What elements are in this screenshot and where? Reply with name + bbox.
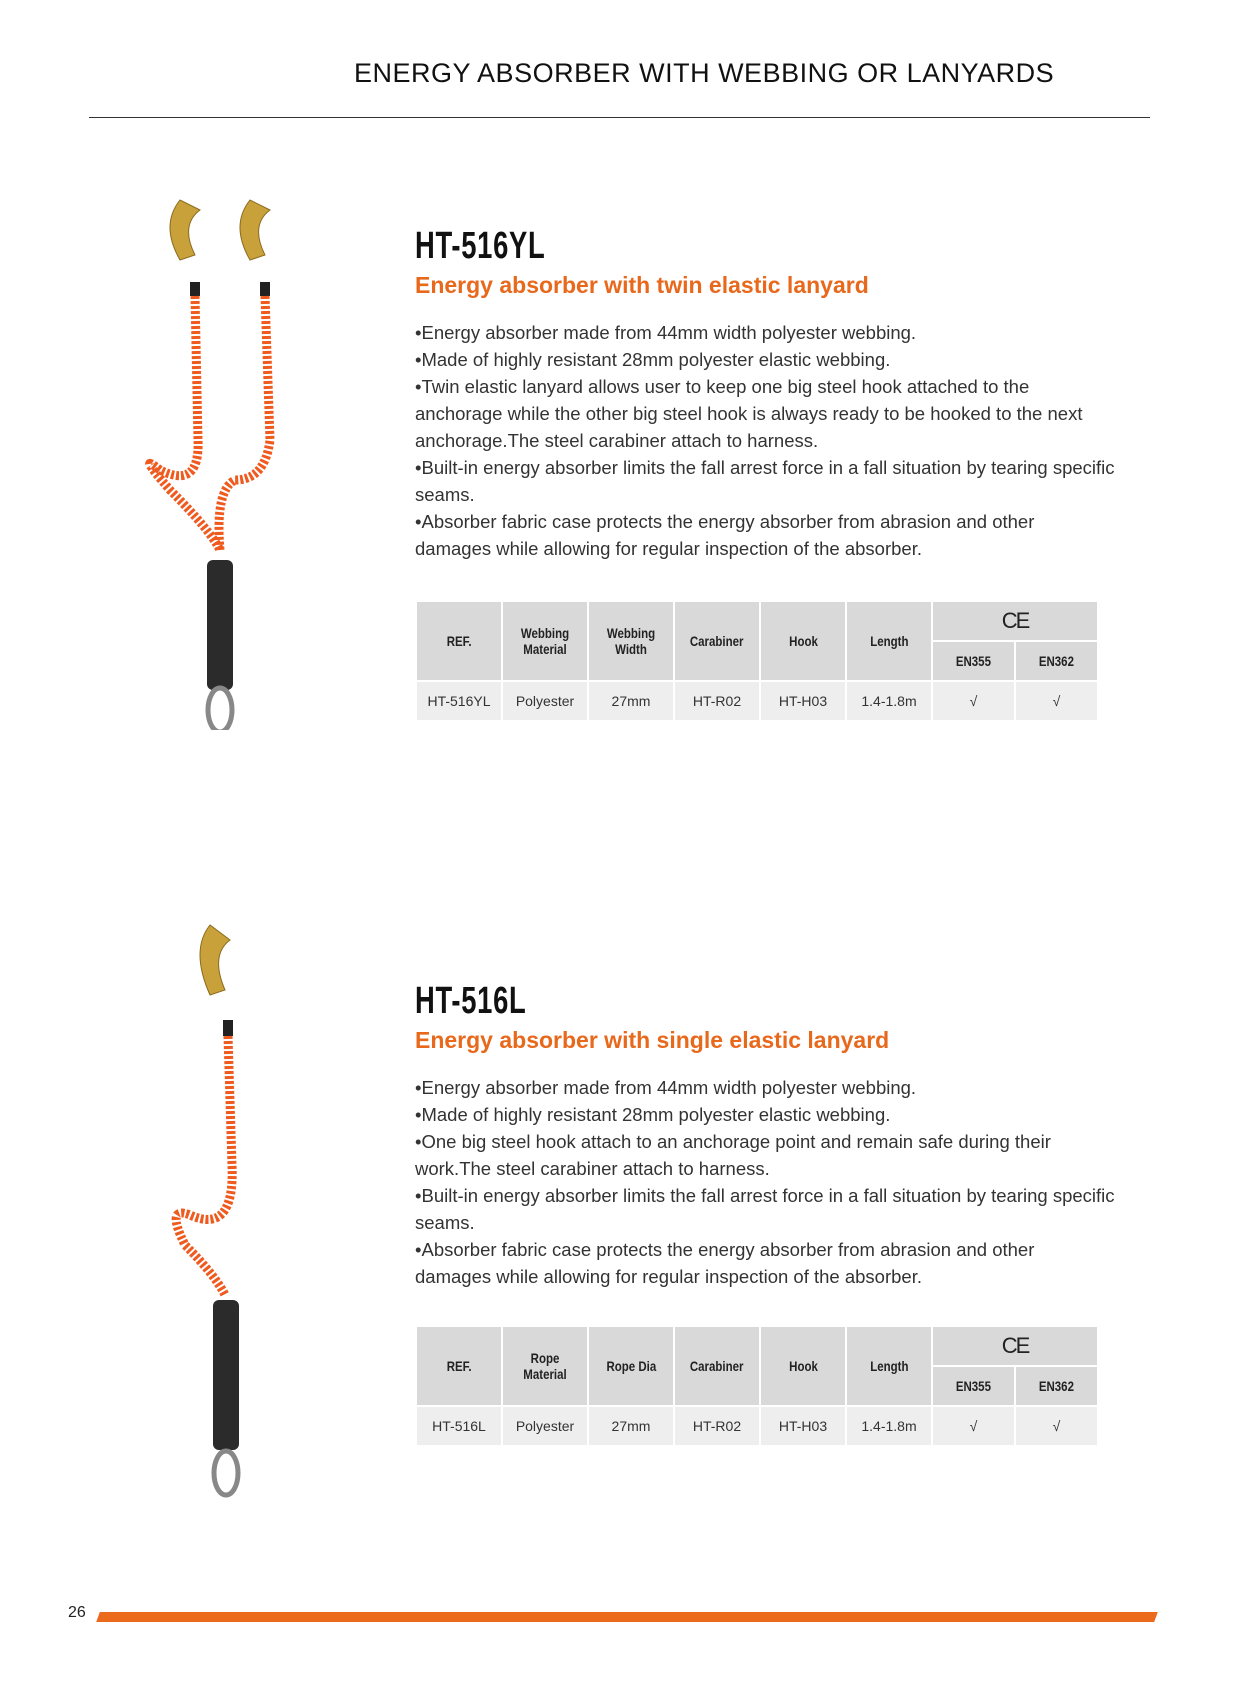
th-carabiner: Carabiner xyxy=(690,633,744,649)
cell: HT-H03 xyxy=(760,681,846,721)
th-en355: EN355 xyxy=(955,1378,992,1394)
th-en362: EN362 xyxy=(1038,653,1075,669)
th-width: Webbing Width xyxy=(606,625,656,657)
ce-mark: CE xyxy=(932,1326,1098,1366)
footer-accent-bar xyxy=(96,1612,1158,1622)
bullet: •Absorber fabric case protects the energy absorber from abrasion and other damages while allowing for regular inspection of the absorber. xyxy=(415,511,1035,559)
page-number: 26 xyxy=(68,1604,86,1621)
table-row xyxy=(416,1406,1098,1446)
bullet: •Energy absorber made from 44mm width polyester webbing. xyxy=(415,1077,917,1098)
bullet: •Energy absorber made from 44mm width polyester webbing. xyxy=(415,322,917,343)
product-subtitle: Energy absorber with single elastic lanyard xyxy=(415,1027,890,1053)
ce-mark: CE xyxy=(932,601,1098,641)
th-dia: Rope Dia xyxy=(606,1358,656,1374)
cell: 27mm xyxy=(588,681,674,721)
th-carabiner: Carabiner xyxy=(690,1358,744,1374)
bullet: •Twin elastic lanyard allows user to keep one big steel hook attached to the anchorage while the other big steel hook is always ready to be hooked to the next anchorage.The steel carabiner attach to harness. xyxy=(415,376,1083,451)
table-row xyxy=(416,681,1098,721)
th-hook: Hook xyxy=(788,1358,818,1374)
spec-table xyxy=(415,1325,1099,1447)
cell: HT-516L xyxy=(416,1406,502,1446)
header-divider xyxy=(89,117,1150,118)
page-header: ENERGY ABSORBER WITH WEBBING OR LANYARDS xyxy=(354,58,1055,88)
single-lanyard-image xyxy=(160,915,280,1505)
cell: Polyester xyxy=(502,681,588,721)
bullet: •Built-in energy absorber limits the fall arrest force in a fall situation by tearing specific seams. xyxy=(415,1185,1115,1233)
cell: HT-H03 xyxy=(760,1406,846,1446)
th-en362: EN362 xyxy=(1038,1378,1075,1394)
cell: 27mm xyxy=(588,1406,674,1446)
product-subtitle: Energy absorber with twin elastic lanyard xyxy=(415,272,869,298)
cell: HT-R02 xyxy=(674,1406,760,1446)
product-ht-516l xyxy=(415,980,1115,1290)
th-en355: EN355 xyxy=(955,653,992,669)
th-material: Rope Material xyxy=(523,1350,567,1382)
spec-table xyxy=(415,600,1099,722)
product-description xyxy=(415,319,1115,562)
cell: Polyester xyxy=(502,1406,588,1446)
bullet: •Made of highly resistant 28mm polyester elastic webbing. xyxy=(415,1104,891,1125)
th-length: Length xyxy=(869,633,909,649)
product-description xyxy=(415,1074,1115,1290)
cell: √ xyxy=(932,1406,1015,1446)
bullet: •Absorber fabric case protects the energy absorber from abrasion and other damages while allowing for regular inspection of the absorber. xyxy=(415,1239,1035,1287)
cell: HT-516YL xyxy=(416,681,502,721)
cell: √ xyxy=(1015,681,1098,721)
th-length: Length xyxy=(869,1358,909,1374)
th-hook: Hook xyxy=(788,633,818,649)
cell: √ xyxy=(932,681,1015,721)
th-ref: REF. xyxy=(446,1358,472,1374)
bullet: •Built-in energy absorber limits the fall arrest force in a fall situation by tearing specific seams. xyxy=(415,457,1115,505)
bullet: •One big steel hook attach to an anchorage point and remain safe during their work.The steel carabiner attach to harness. xyxy=(415,1131,1051,1179)
th-ref: REF. xyxy=(446,633,472,649)
product-code: HT-516L xyxy=(415,980,527,1022)
cell: 1.4-1.8m xyxy=(846,681,932,721)
product-ht-516yl xyxy=(415,225,1115,562)
cell: HT-R02 xyxy=(674,681,760,721)
th-material: Webbing Material xyxy=(520,625,570,657)
cell: √ xyxy=(1015,1406,1098,1446)
cell: 1.4-1.8m xyxy=(846,1406,932,1446)
bullet: •Made of highly resistant 28mm polyester elastic webbing. xyxy=(415,349,891,370)
product-code: HT-516YL xyxy=(415,225,546,267)
twin-lanyard-image xyxy=(140,190,310,730)
